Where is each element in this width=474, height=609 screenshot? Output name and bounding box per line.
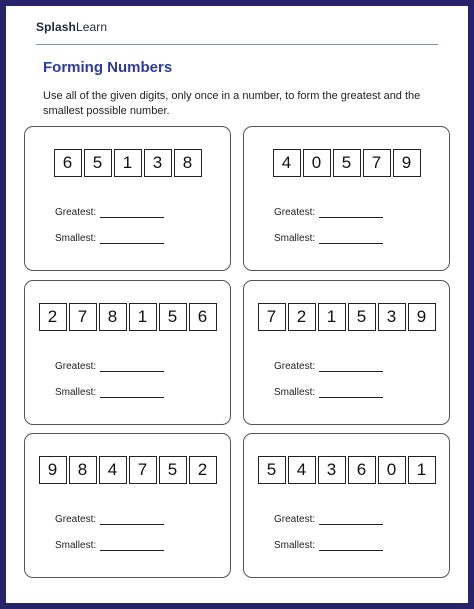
greatest-answer-line: [55, 207, 164, 218]
digit-box: 0: [303, 149, 331, 177]
smallest-answer-blank[interactable]: [100, 388, 164, 398]
smallest-label: Smallest:: [55, 387, 97, 398]
digit-box: 6: [348, 456, 376, 484]
greatest-answer-line: [274, 361, 383, 372]
brand-logo-part2: Learn: [75, 20, 108, 34]
digit-box: 5: [159, 456, 187, 484]
digit-row: [25, 456, 230, 484]
digit-box: 9: [408, 303, 436, 331]
greatest-answer-blank[interactable]: [319, 362, 383, 372]
digit-box: 0: [378, 456, 406, 484]
digit-box: 1: [114, 149, 142, 177]
smallest-answer-line: [55, 540, 164, 551]
digit-box: 7: [258, 303, 286, 331]
digit-box: 5: [258, 456, 286, 484]
greatest-label: Greatest:: [274, 361, 316, 372]
greatest-answer-blank[interactable]: [100, 515, 164, 525]
digit-box: 5: [159, 303, 187, 331]
brand-logo: [36, 20, 107, 34]
digit-box: 7: [129, 456, 157, 484]
digit-box: 2: [189, 456, 217, 484]
digit-box: 3: [318, 456, 346, 484]
smallest-label: Smallest:: [274, 387, 316, 398]
greatest-answer-blank[interactable]: [319, 208, 383, 218]
digit-box: 5: [333, 149, 361, 177]
greatest-answer-blank[interactable]: [319, 515, 383, 525]
digit-box: 9: [39, 456, 67, 484]
greatest-answer-line: [274, 514, 383, 525]
smallest-label: Smallest:: [274, 233, 316, 244]
digit-box: 6: [54, 149, 82, 177]
digit-box: 7: [363, 149, 391, 177]
greatest-answer-line: [55, 361, 164, 372]
problem-card: [24, 433, 231, 578]
digit-box: 4: [99, 456, 127, 484]
digit-box: 4: [273, 149, 301, 177]
smallest-answer-blank[interactable]: [100, 234, 164, 244]
problem-card: [24, 280, 231, 425]
digit-box: 6: [189, 303, 217, 331]
smallest-answer-blank[interactable]: [100, 541, 164, 551]
digit-box: 7: [69, 303, 97, 331]
smallest-answer-blank[interactable]: [319, 234, 383, 244]
digit-row: [244, 456, 449, 484]
digit-row: [244, 303, 449, 331]
smallest-label: Smallest:: [55, 233, 97, 244]
digit-row: [25, 303, 230, 331]
greatest-answer-line: [274, 207, 383, 218]
digit-box: 8: [99, 303, 127, 331]
digit-row: [244, 149, 449, 177]
problem-card: [243, 126, 450, 271]
digit-box: 3: [378, 303, 406, 331]
greatest-label: Greatest:: [274, 207, 316, 218]
smallest-answer-line: [274, 387, 383, 398]
page-title: Forming Numbers: [43, 59, 173, 76]
greatest-answer-blank[interactable]: [100, 362, 164, 372]
digit-row: [25, 149, 230, 177]
greatest-answer-blank[interactable]: [100, 208, 164, 218]
smallest-answer-blank[interactable]: [319, 388, 383, 398]
greatest-label: Greatest:: [274, 514, 316, 525]
digit-box: 5: [348, 303, 376, 331]
digit-box: 1: [408, 456, 436, 484]
digit-box: 8: [174, 149, 202, 177]
greatest-label: Greatest:: [55, 207, 97, 218]
digit-box: 8: [69, 456, 97, 484]
brand-logo-part1: Splash: [36, 20, 76, 34]
digit-box: 5: [84, 149, 112, 177]
problem-card: [24, 126, 231, 271]
greatest-answer-line: [55, 514, 164, 525]
smallest-answer-line: [274, 233, 383, 244]
header-divider: [36, 44, 438, 45]
smallest-answer-blank[interactable]: [319, 541, 383, 551]
greatest-label: Greatest:: [55, 361, 97, 372]
problem-card: [243, 280, 450, 425]
greatest-label: Greatest:: [55, 514, 97, 525]
smallest-label: Smallest:: [274, 540, 316, 551]
digit-box: 2: [288, 303, 316, 331]
smallest-answer-line: [274, 540, 383, 551]
digit-box: 1: [129, 303, 157, 331]
smallest-answer-line: [55, 387, 164, 398]
digit-box: 3: [144, 149, 172, 177]
problem-card: [243, 433, 450, 578]
smallest-answer-line: [55, 233, 164, 244]
digit-box: 4: [288, 456, 316, 484]
instructions-text: Use all of the given digits, only once in a number, to form the greatest and the smallest possible number.: [43, 90, 421, 117]
digit-box: 1: [318, 303, 346, 331]
digit-box: 2: [39, 303, 67, 331]
digit-box: 9: [393, 149, 421, 177]
smallest-label: Smallest:: [55, 540, 97, 551]
